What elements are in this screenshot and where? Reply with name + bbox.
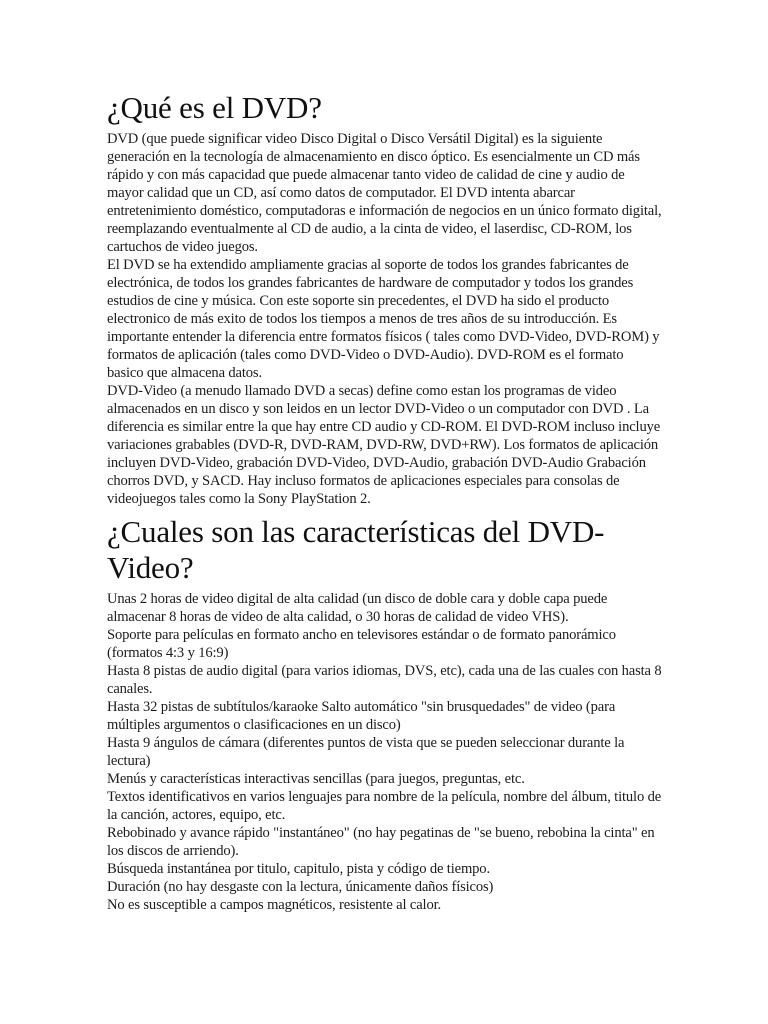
feature-item: Menús y características interactivas sencillas (para juegos, preguntas, etc.: [107, 771, 525, 787]
paragraph-dvd-video-formats: DVD-Video (a menudo llamado DVD a secas) define como estan los programas de video almacenados en un disco y son leidos en un lector DVD-Video o un computador con DVD . La diferencia es similar entre la que hay entre CD audio y CD-ROM. El DVD-ROM incluso incluye variaciones grabables (DVD-R, DVD-RAM, DVD-RW, DVD+RW). Los formatos de aplicación incluyen DVD-Video, grabación DVD-Video, DVD-Audio, grabación DVD-Audio Grabación chorros DVD, y SACD. Hay incluso formatos de aplicaciones especiales para consolas de videojuegos tales como la Sony PlayStation 2.: [107, 383, 661, 507]
document-page: [107, 90, 662, 914]
feature-item: Soporte para películas en formato ancho en televisores estándar o de formato panorámico (formatos 4:3 y 16:9): [107, 627, 616, 661]
feature-item: Búsqueda instantánea por titulo, capitulo, pista y código de tiempo.: [107, 861, 490, 877]
feature-item: No es susceptible a campos magnéticos, resistente al calor.: [107, 897, 441, 913]
feature-item: Textos identificativos en varios lenguajes para nombre de la película, nombre del álbum, titulo de la canción, actores, equipo, etc.: [107, 789, 662, 823]
feature-item: Hasta 9 ángulos de cámara (diferentes puntos de vista que se pueden seleccionar durante la lectura): [107, 735, 625, 769]
section-heading-dvd-video-features: ¿Cuales son las características del DVD-Video?: [107, 514, 605, 585]
feature-item: Rebobinado y avance rápido "instantáneo" (no hay pegatinas de "se bueno, rebobina la cinta" en los discos de arriendo).: [107, 825, 655, 859]
feature-item: Hasta 8 pistas de audio digital (para varios idiomas, DVS, etc), cada una de las cuales con hasta 8 canales.: [107, 663, 662, 697]
paragraph-dvd-adoption: El DVD se ha extendido ampliamente gracias al soporte de todos los grandes fabricantes de electrónica, de todos los grandes fabricantes de hardware de computador y todos los grandes estudios de cine y música. Con este soporte sin precedentes, el DVD ha sido el producto electronico de más exito de todos los tiempos a menos de tres años de su introducción. Es importante entender la diferencia entre formatos físicos ( tales como DVD-Video, DVD-ROM) y formatos de aplicación (tales como DVD-Video o DVD-Audio). DVD-ROM es el formato basico que almacena datos.: [107, 257, 660, 381]
paragraph-dvd-definition: DVD (que puede significar video Disco Digital o Disco Versátil Digital) es la siguiente generación en la tecnología de almacenamiento en disco óptico. Es esencialmente un CD más rápido y con más capacidad que puede almacenar tanto video de calidad de cine y audio de mayor calidad que un CD, así como datos de computador. El DVD intenta abarcar entretenimiento doméstico, computadoras e información de negocios en un único formato digital, reemplazando eventualmente al CD de audio, a la cinta de video, el laserdisc, CD-ROM, los cartuchos de video juegos.: [107, 131, 662, 255]
feature-item: Duración (no hay desgaste con la lectura, únicamente daños físicos): [107, 879, 494, 895]
feature-item: Hasta 32 pistas de subtítulos/karaoke Salto automático "sin brusquedades" de video (para múltiples argumentos o clasificaciones en un disco): [107, 699, 616, 733]
section-heading-what-is-dvd: ¿Qué es el DVD?: [107, 90, 322, 125]
feature-item: Unas 2 horas de video digital de alta calidad (un disco de doble cara y doble capa puede almacenar 8 horas de video de alta calidad, o 30 horas de calidad de video VHS).: [107, 591, 608, 625]
